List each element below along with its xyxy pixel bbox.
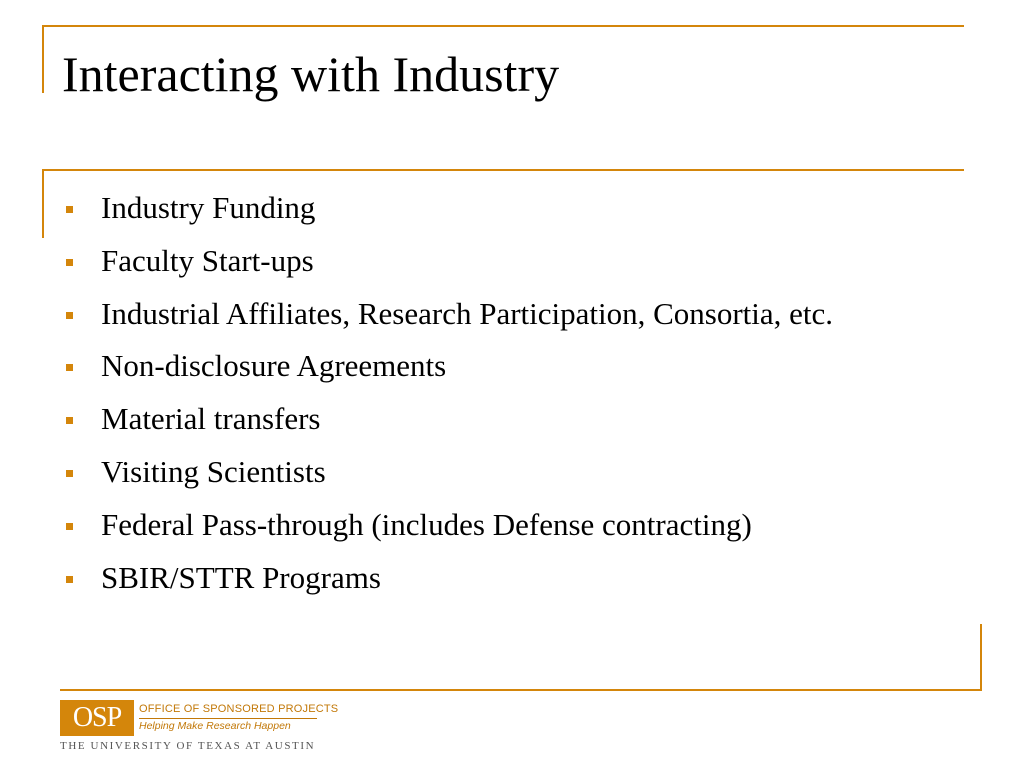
square-bullet-icon [66, 312, 73, 319]
bullet-item [60, 395, 833, 448]
logo-tagline: Helping Make Research Happen [139, 720, 291, 732]
bullet-item [60, 554, 833, 607]
bullet-item [60, 501, 833, 554]
bullet-text: Material transfers [101, 401, 321, 437]
bullet-text: Non-disclosure Agreements [101, 348, 447, 384]
bullet-text: SBIR/STTR Programs [101, 559, 381, 595]
office-name: OFFICE OF SPONSORED PROJECTS [139, 703, 339, 715]
slide-title: Interacting with Industry [62, 46, 560, 102]
square-bullet-icon [66, 206, 73, 213]
bullet-text: Federal Pass-through (includes Defense contracting) [101, 506, 752, 542]
osp-logo [60, 700, 339, 760]
university-name: THE UNIVERSITY OF TEXAS AT AUSTIN [60, 740, 316, 752]
bullet-item [60, 290, 833, 343]
bullet-item [60, 342, 833, 395]
logo-divider [139, 718, 317, 719]
bottom-horizontal-rule [60, 689, 982, 691]
bullet-text: Industry Funding [101, 190, 316, 225]
body-left-vertical-rule [42, 169, 44, 238]
square-bullet-icon [66, 417, 73, 424]
square-bullet-icon [66, 576, 73, 583]
top-horizontal-rule [42, 25, 964, 27]
bullet-item [60, 237, 833, 290]
square-bullet-icon [66, 259, 73, 266]
bullet-text: Visiting Scientists [101, 453, 326, 489]
bullet-item [60, 184, 833, 237]
bottom-right-vertical-rule [980, 624, 982, 691]
top-left-vertical-rule [42, 25, 44, 93]
title-divider-rule [42, 169, 964, 171]
square-bullet-icon [66, 470, 73, 477]
bullet-text: Faculty Start-ups [101, 242, 314, 278]
bullet-text: Industrial Affiliates, Research Participation, Consortia, etc. [101, 295, 834, 331]
square-bullet-icon [66, 523, 73, 530]
bullet-item [60, 448, 833, 501]
bullet-list [60, 184, 833, 606]
square-bullet-icon [66, 364, 73, 371]
osp-logo-mark: OSP [60, 700, 134, 736]
